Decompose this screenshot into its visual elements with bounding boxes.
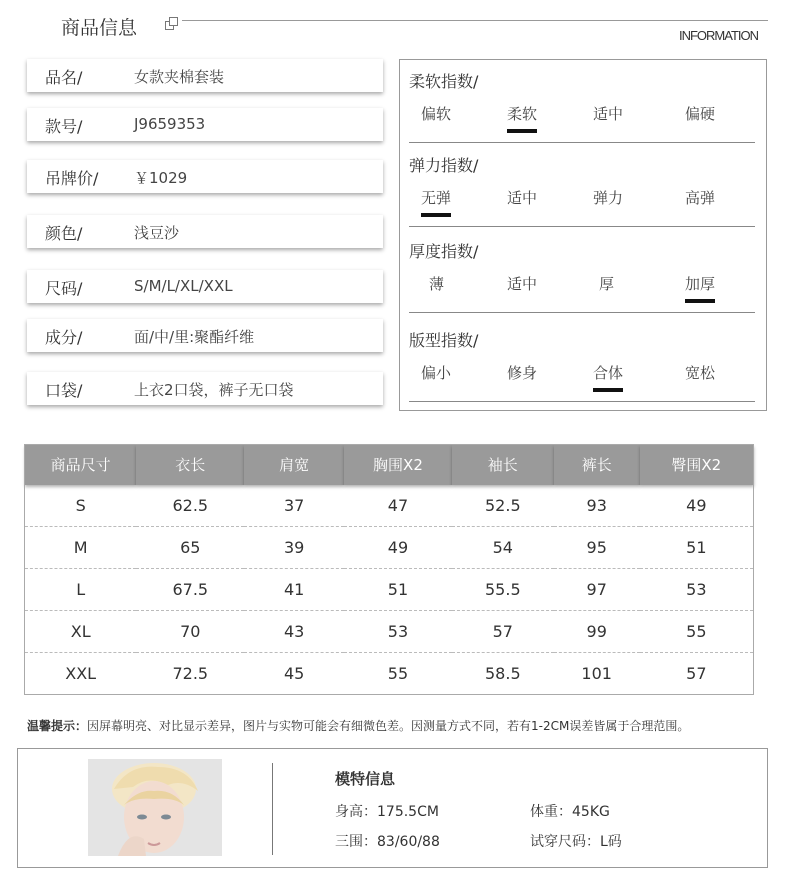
info-row-color	[27, 215, 383, 248]
info-value: S/M/L/XL/XXL	[134, 277, 233, 295]
info-label: 颜色/	[45, 224, 83, 243]
info-value: J9659353	[134, 115, 206, 133]
index-option: 适中	[507, 189, 538, 207]
table-cell: 41	[244, 569, 344, 611]
index-option: 偏小	[421, 364, 452, 382]
table-cell: 58.5	[485, 664, 521, 683]
index-option: 偏硬	[685, 105, 716, 123]
table-cell: 51	[344, 569, 452, 611]
index-scale	[409, 187, 755, 227]
table-header-cell: 臀围X2	[640, 445, 754, 485]
index-option: 修身	[507, 364, 538, 382]
info-label: 品名/	[45, 68, 83, 87]
table-cell: 39	[244, 527, 344, 569]
index-title: 弹力指数/	[409, 156, 479, 175]
table-cell: 97	[554, 569, 640, 611]
table-cell: 57	[452, 611, 554, 653]
table-cell: 99	[554, 611, 640, 653]
index-title: 厚度指数/	[409, 242, 479, 261]
notice-text: 因屏幕明亮、对比显示差异，图片与实物可能会有细微色差。因测量方式不同，若有1-2CM误差皆属于合理范围。	[87, 719, 690, 733]
model-trial-size: 试穿尺码：L码	[530, 834, 622, 850]
table-row	[25, 527, 754, 569]
table-cell: XXL	[65, 664, 97, 683]
table-cell: 47	[344, 485, 452, 527]
table-header-row	[25, 445, 754, 485]
index-title: 柔软指数/	[409, 72, 479, 91]
table-cell: 70	[136, 611, 244, 653]
index-option: 弹力	[593, 189, 624, 207]
model-weight: 体重：45KG	[530, 804, 610, 820]
index-option: 适中	[507, 275, 538, 293]
table-cell: 55.5	[452, 569, 554, 611]
fabric-indices-panel	[399, 59, 767, 411]
index-option-selected: 柔软	[507, 105, 538, 123]
index-option: 薄	[429, 275, 445, 293]
table-cell: 65	[136, 527, 244, 569]
header-divider	[182, 20, 768, 21]
index-option-selected: 无弹	[421, 189, 452, 207]
info-value: 女款夹棉套装	[134, 68, 225, 86]
info-label: 吊牌价/	[45, 169, 99, 188]
table-header-cell: 袖长	[452, 445, 554, 485]
table-cell: 49	[344, 527, 452, 569]
model-divider	[272, 763, 273, 855]
table-cell: 45	[283, 664, 305, 683]
section-title: 商品信息	[61, 17, 138, 39]
index-option-selected: 合体	[593, 364, 624, 382]
table-row	[25, 611, 754, 653]
table-header-cell: 裤长	[554, 445, 640, 485]
info-value: 浅豆沙	[134, 224, 180, 242]
index-option-selected: 加厚	[685, 275, 716, 293]
table-cell: M	[25, 527, 137, 569]
table-cell: 95	[554, 527, 640, 569]
table-cell: 72.5	[172, 664, 209, 683]
info-value: ￥1029	[134, 169, 188, 187]
table-cell: 101	[581, 664, 612, 683]
index-title: 版型指数/	[409, 331, 479, 350]
table-cell: 51	[640, 527, 754, 569]
table-cell: L	[25, 569, 137, 611]
info-row-pockets	[27, 372, 383, 405]
model-photo	[88, 759, 222, 856]
table-header-cell: 胸围X2	[344, 445, 452, 485]
table-cell: S	[25, 485, 137, 527]
model-info-panel	[17, 748, 768, 868]
overlap-squares-icon	[165, 17, 179, 31]
table-cell: XL	[25, 611, 137, 653]
index-option: 厚	[599, 275, 615, 293]
table-header-cell: 商品尺寸	[25, 445, 137, 485]
index-option: 宽松	[685, 364, 716, 382]
table-cell: 53	[344, 611, 452, 653]
info-value: 上衣2口袋，裤子无口袋	[134, 381, 294, 399]
table-header-cell: 肩宽	[244, 445, 344, 485]
info-label: 成分/	[45, 328, 83, 347]
table-cell: 93	[554, 485, 640, 527]
info-label: 口袋/	[45, 381, 83, 400]
index-option: 高弹	[685, 189, 716, 207]
table-cell: 43	[244, 611, 344, 653]
size-notice	[27, 717, 689, 734]
info-row-style-number	[27, 108, 383, 141]
info-value: 面/中/里:聚酯纤维	[134, 328, 255, 346]
table-cell: 57	[686, 664, 707, 683]
info-row-name	[27, 59, 383, 92]
table-row	[25, 569, 754, 611]
table-cell: 52.5	[452, 485, 554, 527]
table-cell: 49	[640, 485, 754, 527]
info-row-price	[27, 160, 383, 193]
index-scale	[409, 273, 755, 313]
info-label: 款号/	[45, 117, 83, 136]
index-option: 适中	[593, 105, 624, 123]
table-row	[25, 485, 754, 527]
table-cell: 53	[640, 569, 754, 611]
section-subtitle: INFORMATION	[678, 28, 758, 43]
model-height: 身高：175.5CM	[335, 804, 439, 820]
table-cell: 55	[640, 611, 754, 653]
table-cell: 54	[452, 527, 554, 569]
model-info-title: 模特信息	[335, 770, 396, 788]
size-table	[24, 444, 754, 695]
info-row-sizes	[27, 270, 383, 303]
info-row-material	[27, 319, 383, 352]
notice-label: 温馨提示：	[27, 719, 88, 733]
table-cell: 37	[244, 485, 344, 527]
info-label: 尺码/	[45, 279, 83, 298]
index-option: 偏软	[421, 105, 452, 123]
table-cell: 62.5	[136, 485, 244, 527]
model-measurements: 三围：83/60/88	[335, 834, 440, 850]
table-cell: 67.5	[136, 569, 244, 611]
index-scale	[409, 103, 755, 143]
index-scale	[409, 362, 755, 402]
table-header-cell: 衣长	[136, 445, 244, 485]
table-row	[25, 653, 754, 695]
table-cell: 55	[387, 664, 409, 683]
